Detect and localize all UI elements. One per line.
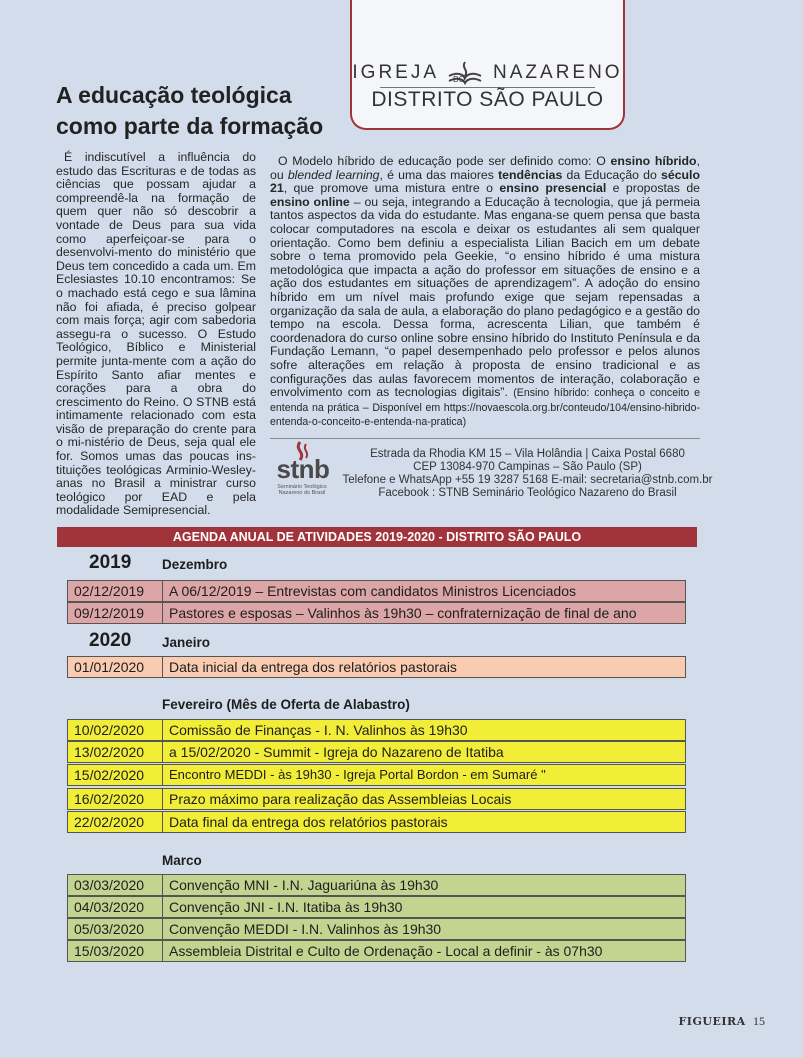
year-label: 2020 [89, 630, 132, 651]
event-date: 05/03/2020 [68, 919, 163, 939]
contact-phone-email: Telefone e WhatsApp +55 19 3287 5168 E-mail: secretaria@stnb.com.br [342, 474, 713, 486]
right-column [270, 155, 700, 439]
event-date: 04/03/2020 [68, 897, 163, 917]
district-name: DISTRITO SÃO PAULO [371, 88, 604, 111]
month-label: Marco [162, 853, 202, 868]
table-row [67, 940, 686, 962]
page-number: 15 [753, 1014, 765, 1028]
table-row [67, 580, 686, 602]
contact-info [330, 448, 725, 500]
page-footer [679, 1014, 766, 1029]
logo-subtitle: Seminário Teológico Nazareno do Brasil [277, 484, 327, 496]
event-text: Data inicial da entrega dos relatórios pastorais [169, 659, 457, 675]
event-text: Pastores e esposas – Valinhos às 19h30 – confraternização de final de ano [169, 605, 637, 621]
event-date: 15/03/2020 [68, 941, 163, 961]
right-column-text: O Modelo híbrido de educação pode ser definido como: O ensino híbrido, ou blended learning, é uma das maiores tendências da Educação do século 21, que promove uma mistura entre o ensino presencial e propostas de ensino online – ou seja, integrando a Educação à tecnologia, que já permeia tantos aspectos da vida do estudante. Mas engana-se quem pensa que basta colocar computadores na escola e deixar os estudantes ali sem qualquer orientação. Como bem definiu a especialista Lilian Bacich em um debate sobre o tema promovido pela Geekie, “o ensino híbrido é uma mistura metodológica que impacta a ação do professor em situações de ensino e a ação dos estudantes em situações de aprendizagem”. A adoção do ensino híbrido em um nível mais profundo exige que sejam repensadas a organização da sala de aula, a elaboração do plano pedagógico e a gestão do tempo na escola. Dessa forma, acrescenta Lilian, que também é coordenadora do curso online sobre ensino híbrido do Instituto Península e da Fundação Lemann, “o papel desempenhado pelo professor e pelos alunos sofre alterações em relação à proposta de ensino tradicional e as configurações das aulas favorecem momentos de interação, colaboração e envolvimento com as tecnologias digitais”. (Ensino híbrido: conheça o conceito e entenda na prática – Disponível em https://novaescola.org.br/conteudo/104/ensino-hibrido-entenda-o-conceito-e-entenda-na-pratica) [270, 154, 701, 429]
event-text: Convenção MNI - I.N. Jaguariúna às 19h30 [169, 877, 439, 893]
logo-name: stnb [276, 454, 330, 484]
contact-address: Estrada da Rhodia KM 15 – Vila Holândia | Caixa Postal 6680 [370, 448, 685, 460]
source-citation: (Ensino híbrido: conheça o conceito e entenda na prática – Disponível em https://novaescola.org.br/conteudo/104/ensino-hibrido-entenda-o-conceito-e-entenda-na-pratica) [270, 387, 701, 429]
event-text: Comissão de Finanças - I. N. Valinhos às 19h30 [169, 722, 468, 738]
flame-book-icon [445, 60, 485, 86]
column-divider [270, 438, 700, 439]
event-text: A 06/12/2019 – Entrevistas com candidatos Ministros Licenciados [169, 583, 577, 599]
event-text: Convenção MEDDI - I.N. Valinhos às 19h30 [169, 921, 442, 937]
article-title: A educação teológica como parte da formação [56, 82, 324, 139]
church-name-mid: DO [453, 74, 466, 84]
month-label: Janeiro [162, 635, 211, 650]
event-date: 10/02/2020 [68, 720, 163, 740]
year-2020-section [57, 630, 697, 654]
contact-facebook: Facebook : STNB Seminário Teológico Nazareno do Brasil [378, 487, 677, 499]
stnb-logo [270, 440, 334, 500]
left-column [56, 151, 256, 518]
table-row [67, 918, 686, 940]
contact-cep: CEP 13084-970 Campinas – São Paulo (SP) [413, 461, 642, 473]
event-text: Convenção JNI - I.N. Itatiba às 19h30 [169, 899, 403, 915]
magazine-name: FIGUEIRA [678, 1015, 746, 1028]
table-row [67, 811, 686, 833]
table-row [67, 788, 686, 810]
church-district-badge [350, 0, 625, 130]
agenda-table [57, 527, 697, 547]
event-text: a 15/02/2020 - Summit - Igreja do Nazareno de Itatiba [169, 744, 504, 760]
month-label: Fevereiro (Mês de Oferta de Alabastro) [162, 697, 410, 712]
event-date: 03/03/2020 [68, 875, 163, 895]
event-date: 02/12/2019 [68, 581, 163, 601]
agenda-heading: AGENDA ANUAL DE ATIVIDADES 2019-2020 - DISTRITO SÃO PAULO [57, 527, 697, 547]
table-row [67, 896, 686, 918]
event-text: Prazo máximo para realização das Assembleias Locais [169, 791, 512, 807]
event-text: Data final da entrega dos relatórios pastorais [169, 814, 448, 830]
event-date: 09/12/2019 [68, 603, 163, 623]
table-row [67, 741, 686, 763]
church-name [352, 60, 623, 86]
church-name-right: NAZARENO [493, 62, 623, 83]
event-date: 16/02/2020 [68, 789, 163, 809]
table-row [67, 874, 686, 896]
event-text: Encontro MEDDI - às 19h30 - Igreja Portal Bordon - em Sumaré " [169, 767, 546, 782]
table-row [67, 602, 686, 624]
table-row [67, 719, 686, 741]
event-text: Assembleia Distrital e Culto de Ordenação - Local a definir - às 07h30 [169, 943, 603, 959]
event-date: 22/02/2020 [68, 812, 163, 832]
event-date: 15/02/2020 [68, 765, 163, 785]
event-date: 13/02/2020 [68, 742, 163, 762]
left-column-text: É indiscutível a influência do estudo das Escrituras e de todas as ciências que possam ajudar a compreendê-la na formação de quem quer não só descobrir a vontade de Deus para sua vida como aperfeiçoar-se para o desenvolvi-mento do ministério que Deus tem concedido a cada um. Em Eclesiastes 10.10 encontramos: Se o machado está cego e sua lâmina não foi afiada, é preciso golpear com mais força; agir com sabedoria assegu-ra o sucesso. O Estudo Teológico, Bíblico e Ministerial permite junta-mente com a ação do Espírito Santo afiar mentes e corações para a obra do crescimento do Reino. O STNB está intimamente relacionado com esta visão de preparação do crente para o mi-nistério de Deus, seja qual ele for. Somos umas das poucas ins-tituições teológicas Arminio-Wesley-anas no Brasil a ministrar curso teológico por EAD e pela modalidade Semipresencial. [56, 150, 256, 518]
year-label: 2019 [89, 552, 132, 573]
year-2019-section [57, 552, 697, 576]
event-date: 01/01/2020 [68, 657, 163, 677]
table-row [67, 656, 686, 678]
month-label: Dezembro [162, 557, 228, 572]
church-name-left: IGREJA [352, 62, 440, 83]
table-row [67, 764, 686, 786]
